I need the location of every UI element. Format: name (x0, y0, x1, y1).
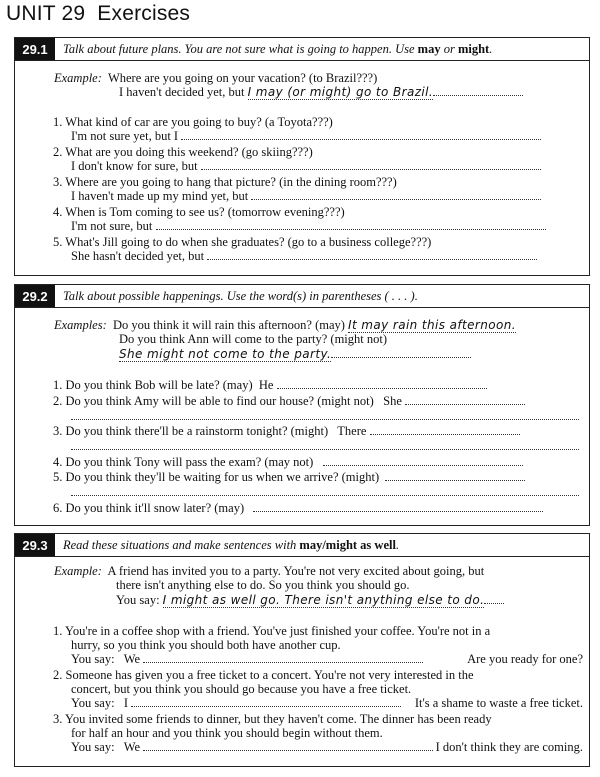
question-3: 3. Where are you going to hang that picture? (in the dining room???) (53, 175, 397, 189)
answer-line-5[interactable]: She hasn't decided yet, but (71, 249, 537, 263)
answer-line-5b[interactable] (71, 485, 579, 499)
handwritten-answer: I may (or might) go to Brazil. (247, 85, 434, 99)
section-instruction: Talk about possible happenings. Use the word(s) in parentheses ( . . . ). (63, 288, 418, 303)
answer-line-2[interactable]: I don't know for sure, but (71, 159, 541, 173)
example-line-1: Example: A friend has invited you to a party. You're not very excited about going, but (54, 564, 485, 578)
answer-line-4[interactable]: I'm not sure, but (71, 219, 546, 233)
exercise-29-2 (14, 284, 590, 526)
example-answer: I haven't decided yet, but I may (or might) go to Brazil. (119, 85, 523, 99)
section-instruction: Talk about future plans. You are not sure what is going to happen. Use may or might. (63, 41, 493, 56)
answer-line-3b[interactable] (71, 439, 579, 453)
answer-line-3[interactable]: You say: We (71, 740, 433, 754)
answer-line-1[interactable]: You say: We (71, 652, 423, 666)
question-5: 5. Do you think they'll be waiting for us when we arrive? (might) (53, 470, 525, 484)
handwritten-answer: I might as well go. There isn't anything else to do. (162, 593, 485, 607)
situation-2-line-2: concert, but you think you should go because you have a free ticket. (71, 682, 412, 696)
section-header (15, 534, 589, 557)
question-6: 6. Do you think it'll snow later? (may) (53, 501, 543, 515)
answer-line-2b[interactable] (71, 409, 579, 423)
handwritten-answer: She might not come to the party. (119, 347, 332, 361)
situation-2-tail: It's a shame to waste a free ticket. (414, 696, 583, 710)
example-2-question: Do you think Ann will come to the party? (might not) (119, 332, 388, 346)
example-1: Examples: Do you think it will rain this afternoon? (may) It may rain this afternoon. (54, 318, 516, 332)
example-answer: You say: I might as well go. There isn't anything else to do. (116, 593, 504, 607)
section-number: 29.3 (15, 534, 55, 556)
section-header (15, 38, 589, 61)
answer-line-1[interactable]: I'm not sure yet, but I (71, 129, 541, 143)
situation-3: 3. You invited some friends to dinner, but they haven't come. The dinner has been ready (53, 712, 492, 726)
question-2: 2. What are you doing this weekend? (go skiing???) (53, 145, 313, 159)
section-header (15, 285, 589, 308)
question-5: 5. What's Jill going to do when she graduates? (go to a business college???) (53, 235, 432, 249)
answer-line-2[interactable]: You say: I (71, 696, 401, 710)
section-number: 29.1 (15, 38, 55, 60)
answer-line-3[interactable]: I haven't made up my mind yet, but (71, 189, 541, 203)
question-1: 1. What kind of car are you going to buy? (a Toyota???) (53, 115, 333, 129)
section-number: 29.2 (15, 285, 55, 307)
question-3: 3. Do you think there'll be a rainstorm tonight? (might) There (53, 424, 520, 438)
question-1: 1. Do you think Bob will be late? (may) He (53, 378, 487, 392)
situation-1-line-2: hurry, so you think you should both have another cup. (71, 638, 341, 652)
situation-1-tail: Are you ready for one? (467, 652, 583, 666)
unit-subtitle: Exercises (97, 2, 191, 25)
question-2: 2. Do you think Amy will be able to find our house? (might not) She (53, 394, 525, 408)
situation-1: 1. You're in a coffee shop with a friend. You've just finished your coffee. You're not in a (53, 624, 491, 638)
question-4: 4. Do you think Tony will pass the exam? (may not) (53, 455, 523, 469)
exercise-29-1 (14, 37, 590, 276)
example-line-2: there isn't anything else to do. So you think you should go. (116, 578, 410, 592)
situation-2: 2. Someone has given you a free ticket to a concert. You're not very interested in the (53, 668, 474, 682)
question-4: 4. When is Tom coming to see us? (tomorrow evening???) (53, 205, 345, 219)
unit-title (6, 2, 190, 26)
situation-3-line-2: for half an hour and you think you should begin without them. (71, 726, 383, 740)
example-2-answer (119, 347, 471, 361)
example-question: Example: Where are you going on your vacation? (to Brazil???) (54, 71, 378, 85)
exercise-29-3 (14, 533, 590, 767)
unit-number: UNIT 29 (6, 2, 86, 25)
section-instruction: Read these situations and make sentences with may/might as well. (63, 537, 400, 552)
situation-3-tail: I don't think they are coming. (435, 740, 583, 754)
handwritten-answer: It may rain this afternoon. (348, 318, 516, 332)
